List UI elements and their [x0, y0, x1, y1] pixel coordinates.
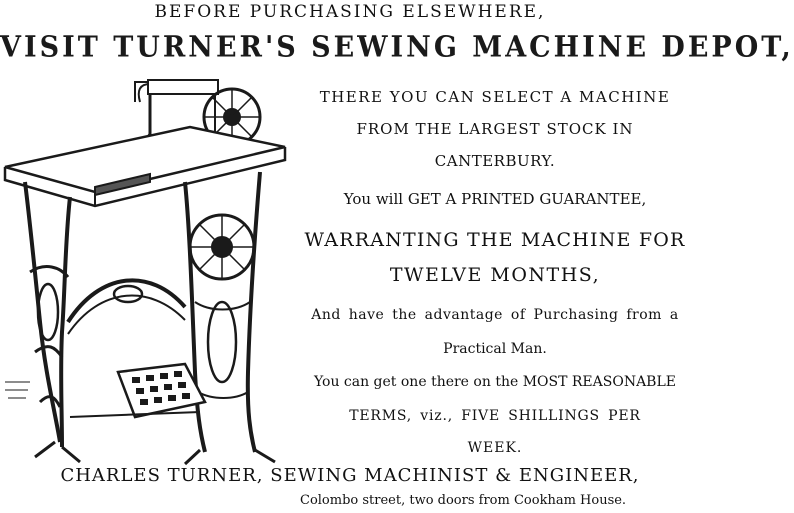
- body-line-10: TERMS, viz., FIVE SHILLINGS PER: [349, 408, 641, 424]
- signature-line: CHARLES TURNER, SEWING MACHINIST & ENGINEER,: [60, 465, 640, 486]
- body-line-7: And have the advantage of Purchasing from a: [311, 307, 679, 323]
- body-line-5: WARRANTING THE MACHINE FOR: [304, 229, 686, 251]
- body-line-9: You can get one there on the MOST REASONABLE: [313, 374, 676, 390]
- sewing-machine-illustration: [0, 72, 290, 467]
- body-line-6: TWELVE MONTHS,: [389, 264, 601, 286]
- body-line-2: FROM THE LARGEST STOCK IN: [356, 120, 634, 138]
- body-line-4: You will GET A PRINTED GUARANTEE,: [343, 190, 647, 208]
- address-line: Colombo street, two doors from Cookham House.: [300, 493, 627, 508]
- body-line-1: THERE YOU CAN SELECT A MACHINE: [319, 88, 671, 106]
- body-line-8: Practical Man.: [443, 341, 547, 357]
- banner-text: VISIT TURNER'S SEWING MACHINE DEPOT,: [0, 30, 794, 65]
- body-line-3: CANTERBURY.: [434, 152, 556, 170]
- body-line-11: WEEK.: [467, 440, 523, 456]
- banner-headline: [0, 30, 794, 65]
- headline-top: BEFORE PURCHASING ELSEWHERE,: [154, 2, 546, 22]
